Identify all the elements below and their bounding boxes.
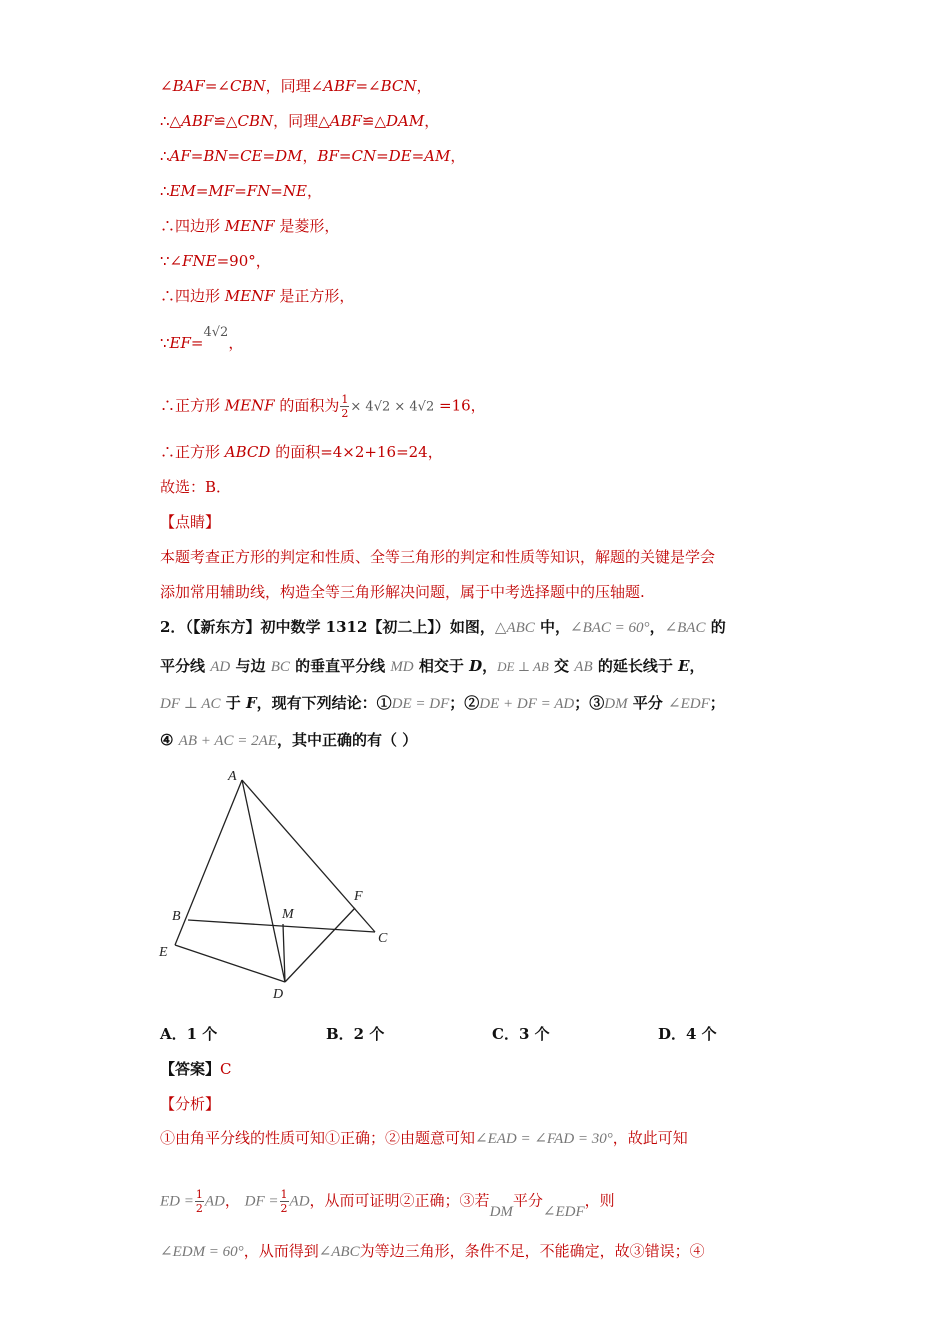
expr: AB: [574, 659, 593, 675]
label-a: A: [228, 769, 237, 784]
expr: AD: [210, 659, 231, 675]
numerator: 1: [280, 1188, 288, 1201]
expr: AD: [204, 1193, 225, 1210]
fraction: [340, 393, 349, 420]
text: ，从而可证明②正确；③若: [309, 1191, 490, 1210]
expr: ∠ABF=∠BCN: [310, 77, 417, 95]
question-line-2: [160, 656, 705, 677]
expr: ABF: [181, 112, 214, 130]
expr: DF =: [244, 1193, 279, 1210]
text: ≌△: [213, 112, 238, 130]
comment-line-1: 本题考查正方形的判定和性质、全等三角形的判定和性质等知识，解题的关键是学会: [160, 548, 716, 566]
proof-line-10: [160, 442, 443, 462]
text: ，: [424, 112, 440, 130]
expr: ABF: [329, 112, 362, 130]
text: ∴: [160, 182, 170, 200]
proof-line-1: [160, 76, 432, 96]
analysis-heading: 【分析】: [160, 1095, 221, 1113]
numerator: 1: [195, 1188, 203, 1201]
expr: MD: [390, 659, 414, 675]
text: 于: [220, 694, 246, 712]
expr: CBN: [237, 112, 274, 130]
proof-line-7: [160, 286, 354, 306]
expr: ∠EDF: [668, 696, 710, 712]
option-b[interactable]: B．2 个: [326, 1025, 385, 1043]
text: 与边: [230, 657, 271, 675]
expr: △ABC: [494, 620, 535, 636]
expr: FNE: [182, 252, 217, 270]
text: 的面积为: [274, 396, 340, 415]
expr: D: [469, 657, 483, 675]
question-number: 2．（【新东方】初中数学 1312【初二上】）如图，: [160, 618, 495, 636]
fraction: [280, 1188, 289, 1215]
geometry-figure: [150, 760, 410, 1005]
text: ，: [416, 77, 432, 95]
text: 的面积=4×2+16=24，: [270, 443, 443, 461]
expr: BF=CN=DE=AM: [317, 147, 451, 165]
label-c: C: [378, 931, 388, 946]
option-a[interactable]: A．1 个: [160, 1025, 218, 1043]
expr: E: [678, 657, 690, 675]
expr: ∠ABC: [318, 1244, 360, 1260]
text: =: [190, 334, 204, 352]
text: ④: [160, 731, 179, 749]
expr: ∠BAC = 60°: [570, 620, 650, 636]
proof-line-2: [160, 111, 439, 131]
text: 的: [705, 618, 726, 636]
question-line-3: [160, 693, 725, 714]
analysis-line-1: [160, 1128, 688, 1149]
expr: DM: [604, 696, 628, 712]
sqrt-expr: 4√2: [203, 325, 229, 340]
text: ∴四边形: [160, 287, 225, 305]
option-d[interactable]: D．4 个: [658, 1025, 717, 1043]
text: ，: [228, 334, 244, 352]
option-c[interactable]: C．3 个: [492, 1025, 550, 1043]
expr: AB + AC = 2AE: [178, 733, 277, 749]
text: =16，: [434, 396, 486, 415]
label-e: E: [159, 945, 168, 960]
expr: ∠BAC: [664, 620, 706, 636]
comment-heading: 【点睛】: [160, 513, 221, 531]
text: ≌△: [361, 112, 387, 130]
expr: DE + DF = AD: [479, 696, 575, 712]
text: 是菱形，: [274, 217, 340, 235]
denominator: 2: [195, 1202, 203, 1215]
text: ，现有下列结论：①: [256, 694, 392, 712]
expr: ED =: [160, 1193, 194, 1210]
text: ，则: [584, 1191, 615, 1210]
text: ；: [709, 694, 725, 712]
analysis-line-3: [160, 1241, 705, 1262]
text: 相交于: [413, 657, 470, 675]
text: ∴正方形: [160, 396, 225, 415]
text: ，: [224, 1191, 240, 1210]
fraction: [195, 1188, 204, 1215]
text: ；②: [449, 694, 480, 712]
product-expr: × 4√2 × 4√2: [350, 399, 435, 415]
text: =90°，: [216, 252, 271, 270]
expr: AF=BN=CE=DM: [169, 147, 303, 165]
text: ，: [689, 657, 705, 675]
label-d: D: [273, 987, 284, 1002]
text: ①由角平分线的性质可知①正确；②由题意可知: [160, 1129, 476, 1147]
expr: MENF: [224, 217, 275, 235]
denominator: 2: [280, 1202, 288, 1215]
expr: DF ⊥ AC: [160, 696, 221, 712]
proof-line-8: [160, 325, 244, 355]
proof-line-4: [160, 181, 322, 201]
expr: ∠EDF: [542, 1203, 585, 1220]
answer-heading: 【答案】: [160, 1060, 221, 1078]
text: ∴: [160, 147, 170, 165]
text: ，: [306, 182, 322, 200]
expr: MENF: [224, 396, 275, 415]
question-line-1: [160, 617, 726, 638]
label-b: B: [172, 909, 181, 924]
text: ，同理: [265, 77, 311, 95]
expr: ∠EAD = ∠FAD = 30°: [475, 1131, 613, 1147]
text: ∵∠: [160, 252, 183, 270]
expr: MENF: [224, 287, 275, 305]
text: ，故此可知: [612, 1129, 688, 1147]
text: ∴正方形: [160, 443, 225, 461]
text: ∴四边形: [160, 217, 225, 235]
label-m: M: [282, 907, 294, 922]
expr: DE ⊥ AB: [497, 659, 549, 674]
proof-line-11: 故选：B．: [160, 478, 232, 496]
text: 中，: [534, 618, 571, 636]
denominator: 2: [341, 407, 349, 420]
answer-value: C: [220, 1060, 232, 1078]
expr: DM: [489, 1203, 513, 1220]
answer-line: [160, 1059, 232, 1079]
expr: BC: [270, 659, 290, 675]
proof-line-6: [160, 251, 271, 271]
expr: EM=MF=FN=NE: [169, 182, 307, 200]
expr: ∠BAF=∠CBN: [160, 77, 266, 95]
proof-line-3: [160, 146, 465, 166]
expr: AD: [289, 1193, 310, 1210]
question-line-4: [160, 730, 417, 751]
text: ，其中正确的有（ ）: [276, 731, 418, 749]
numerator: 1: [341, 393, 349, 406]
analysis-line-2: [160, 1188, 615, 1220]
text: 平分线: [160, 657, 211, 675]
text: ，同理△: [273, 112, 330, 130]
expr: ABCD: [224, 443, 271, 461]
segment-ab: [175, 780, 242, 945]
segment-df: [285, 908, 355, 982]
segment-ac: [242, 780, 375, 932]
segment-de: [175, 945, 285, 982]
text: 的延长线于: [592, 657, 679, 675]
expr: DE = DF: [391, 696, 450, 712]
text: 平分: [512, 1191, 543, 1210]
text: 交: [548, 657, 575, 675]
expr: ∠EDM = 60°: [160, 1244, 244, 1260]
text: ，: [450, 147, 466, 165]
text: 平分: [627, 694, 669, 712]
proof-line-5: [160, 216, 339, 236]
expr: DAM: [386, 112, 425, 130]
expr: F: [245, 694, 257, 712]
expr: EF: [169, 334, 191, 352]
text: ∴△: [160, 112, 182, 130]
text: ；③: [574, 694, 605, 712]
text: ，: [302, 147, 318, 165]
segment-ad: [242, 780, 285, 982]
text: ∵: [160, 334, 170, 352]
label-f: F: [354, 889, 363, 904]
comment-line-2: 添加常用辅助线，构造全等三角形解决问题，属于中考选择题中的压轴题.: [160, 583, 645, 601]
text: 为等边三角形，条件不足，不能确定，故③错误；④: [359, 1242, 705, 1260]
text: 是正方形，: [274, 287, 355, 305]
text: 的垂直平分线: [289, 657, 391, 675]
text: ，: [649, 618, 665, 636]
proof-line-9: [160, 393, 486, 420]
text: ，从而得到: [243, 1242, 319, 1260]
text: ，: [482, 657, 498, 675]
